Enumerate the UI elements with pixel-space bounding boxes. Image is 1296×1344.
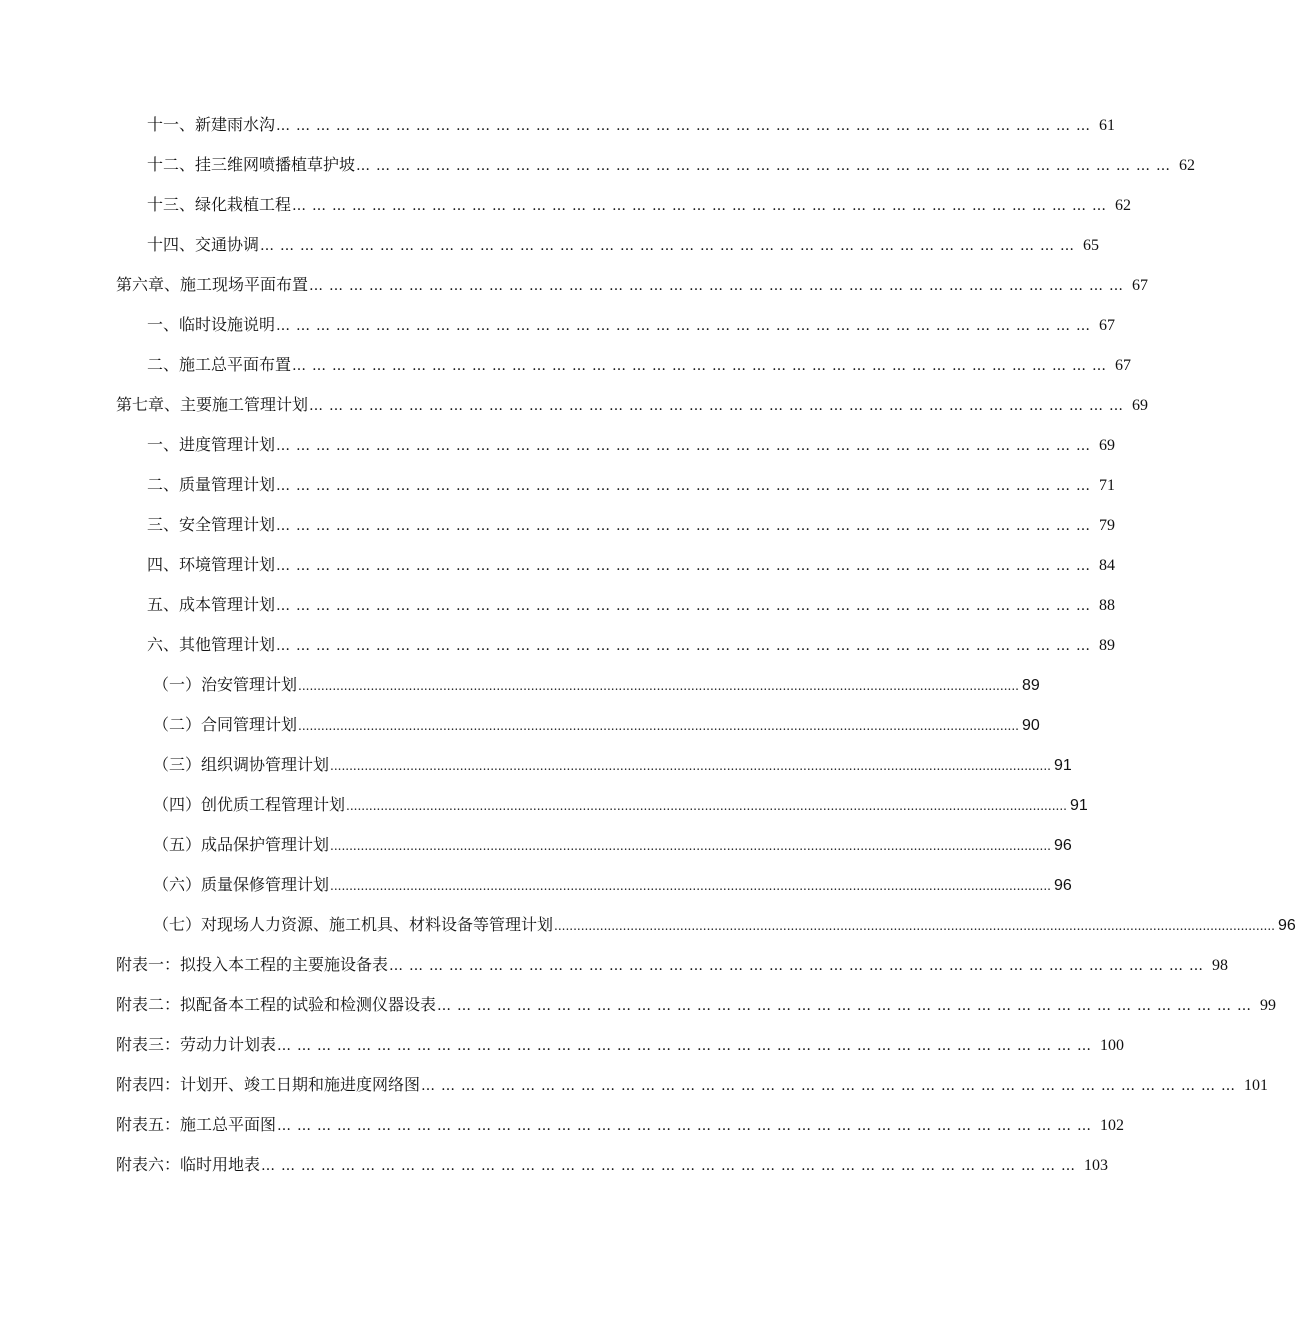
toc-entry[interactable] [147, 112, 1116, 138]
toc-entry[interactable] [153, 832, 1072, 858]
dot-leader: …………………………………………………………………………………………………………… [276, 478, 1097, 494]
toc-entry-title: 十一、新建雨水沟 [147, 115, 276, 134]
toc-entry[interactable] [147, 312, 1116, 338]
toc-entry-page: 102 [1100, 1117, 1125, 1134]
toc-entry-page: 88 [1099, 597, 1116, 614]
toc-entry-title: 附表二：拟配备本工程的试验和检测仪器设表 [116, 995, 437, 1014]
toc-entry[interactable] [153, 712, 1040, 738]
toc-entry-page: 98 [1212, 957, 1229, 974]
toc-entry[interactable] [116, 392, 1149, 418]
dot-leader: ............................................................................................................................................................................................. [298, 679, 1019, 693]
toc-entry-page: 67 [1132, 277, 1149, 294]
dot-leader: …………………………………………………………………………………………………………… [261, 1158, 1082, 1174]
dot-leader: …………………………………………………………………………………………………………… [276, 558, 1097, 574]
toc-entry[interactable] [153, 912, 1296, 938]
dot-leader: ............................................................................................................................................................................................. [554, 919, 1275, 933]
toc-entry[interactable] [116, 952, 1229, 978]
dot-leader: …………………………………………………………………………………………………………… [437, 998, 1258, 1014]
toc-entry-title: 二、质量管理计划 [147, 475, 276, 494]
toc-entry-page: 96 [1053, 877, 1072, 894]
toc-entry-title: （三）组织调协管理计划 [153, 755, 330, 774]
toc-entry-title: （二）合同管理计划 [153, 715, 298, 734]
toc-entry-title: 四、环境管理计划 [147, 555, 276, 574]
toc-entry-page: 100 [1100, 1037, 1125, 1054]
dot-leader: …………………………………………………………………………………………………………… [276, 598, 1097, 614]
toc-entry-title: 十三、绿化栽植工程 [147, 195, 292, 214]
toc-entry-title: （四）创优质工程管理计划 [153, 795, 346, 814]
toc-entry-page: 65 [1083, 237, 1100, 254]
toc-entry-page: 84 [1099, 557, 1116, 574]
toc-entry-page: 101 [1244, 1077, 1269, 1094]
toc-entry-title: 第六章、施工现场平面布置 [116, 275, 309, 294]
toc-entry-title: 一、进度管理计划 [147, 435, 276, 454]
toc-entry[interactable] [116, 272, 1149, 298]
dot-leader: …………………………………………………………………………………………………………… [276, 638, 1097, 654]
toc-entry-page: 89 [1099, 637, 1116, 654]
dot-leader: …………………………………………………………………………………………………………… [260, 238, 1081, 254]
toc-entry[interactable] [147, 232, 1100, 258]
toc-entry-page: 71 [1099, 477, 1116, 494]
dot-leader: …………………………………………………………………………………………………………… [309, 398, 1130, 414]
dot-leader: …………………………………………………………………………………………………………… [389, 958, 1210, 974]
toc-entry[interactable] [116, 992, 1277, 1018]
dot-leader: …………………………………………………………………………………………………………… [276, 518, 1097, 534]
toc-entry-page: 61 [1099, 117, 1116, 134]
toc-entry-page: 103 [1084, 1157, 1109, 1174]
toc-entry-title: 六、其他管理计划 [147, 635, 276, 654]
toc-entry-page: 62 [1179, 157, 1196, 174]
toc-entry[interactable] [153, 872, 1072, 898]
dot-leader: …………………………………………………………………………………………………………… [277, 1118, 1098, 1134]
toc-entry[interactable] [116, 1152, 1109, 1178]
dot-leader: …………………………………………………………………………………………………………… [277, 1038, 1098, 1054]
toc-entry[interactable] [116, 1072, 1269, 1098]
toc-entry-title: （七）对现场人力资源、施工机具、材料设备等管理计划 [153, 915, 554, 934]
toc-entry-page: 79 [1099, 517, 1116, 534]
toc-entry-page: 91 [1069, 797, 1088, 814]
toc-entry-page: 89 [1021, 677, 1040, 694]
toc-entry-page: 90 [1021, 717, 1040, 734]
toc-entry[interactable] [147, 632, 1116, 658]
toc-entry-page: 96 [1053, 837, 1072, 854]
toc-entry-title: 二、施工总平面布置 [147, 355, 292, 374]
dot-leader: …………………………………………………………………………………………………………… [276, 318, 1097, 334]
toc-entry-page: 69 [1099, 437, 1116, 454]
toc-entry-title: （一）治安管理计划 [153, 675, 298, 694]
toc-entry-page: 96 [1277, 917, 1296, 934]
dot-leader: …………………………………………………………………………………………………………… [309, 278, 1130, 294]
toc-entry[interactable] [147, 472, 1116, 498]
toc-entry[interactable] [147, 192, 1132, 218]
toc-entry-page: 67 [1099, 317, 1116, 334]
toc-entry[interactable] [147, 552, 1116, 578]
toc-entry-title: 一、临时设施说明 [147, 315, 276, 334]
toc-entry-title: 五、成本管理计划 [147, 595, 276, 614]
toc-entry[interactable] [116, 1032, 1125, 1058]
toc-entry-page: 91 [1053, 757, 1072, 774]
toc-entry-title: 附表六：临时用地表 [116, 1155, 261, 1174]
toc-entry[interactable] [147, 432, 1116, 458]
toc-entry-title: 附表四：计划开、竣工日期和施进度网络图 [116, 1075, 421, 1094]
toc-entry[interactable] [147, 352, 1132, 378]
toc-entry[interactable] [147, 592, 1116, 618]
toc-entry-page: 99 [1260, 997, 1277, 1014]
toc-entry-title: （五）成品保护管理计划 [153, 835, 330, 854]
dot-leader: ............................................................................................................................................................................................. [330, 839, 1051, 853]
toc-entry[interactable] [147, 512, 1116, 538]
dot-leader: …………………………………………………………………………………………………………… [292, 358, 1113, 374]
dot-leader: ............................................................................................................................................................................................. [346, 799, 1067, 813]
toc-entry[interactable] [147, 152, 1196, 178]
toc-entry[interactable] [153, 752, 1072, 778]
toc-entry-page: 69 [1132, 397, 1149, 414]
toc-entry-title: 附表一：拟投入本工程的主要施设备表 [116, 955, 389, 974]
toc-entry-page: 62 [1115, 197, 1132, 214]
toc-entry-title: 第七章、主要施工管理计划 [116, 395, 309, 414]
toc-entry[interactable] [116, 1112, 1125, 1138]
dot-leader: …………………………………………………………………………………………………………… [356, 158, 1177, 174]
toc-entry-title: （六）质量保修管理计划 [153, 875, 330, 894]
dot-leader: ............................................................................................................................................................................................. [298, 719, 1019, 733]
dot-leader: ............................................................................................................................................................................................. [330, 759, 1051, 773]
dot-leader: …………………………………………………………………………………………………………… [421, 1078, 1242, 1094]
toc-entry-title: 三、安全管理计划 [147, 515, 276, 534]
dot-leader: …………………………………………………………………………………………………………… [292, 198, 1113, 214]
toc-entry[interactable] [153, 672, 1040, 698]
dot-leader: …………………………………………………………………………………………………………… [276, 438, 1097, 454]
toc-entry-title: 十四、交通协调 [147, 235, 260, 254]
dot-leader: …………………………………………………………………………………………………………… [276, 118, 1097, 134]
toc-entry-page: 67 [1115, 357, 1132, 374]
toc-entry[interactable] [153, 792, 1088, 818]
dot-leader: ............................................................................................................................................................................................. [330, 879, 1051, 893]
toc-entry-title: 十二、挂三维网喷播植草护坡 [147, 155, 356, 174]
toc-entry-title: 附表五：施工总平面图 [116, 1115, 277, 1134]
toc-entry-title: 附表三：劳动力计划表 [116, 1035, 277, 1054]
